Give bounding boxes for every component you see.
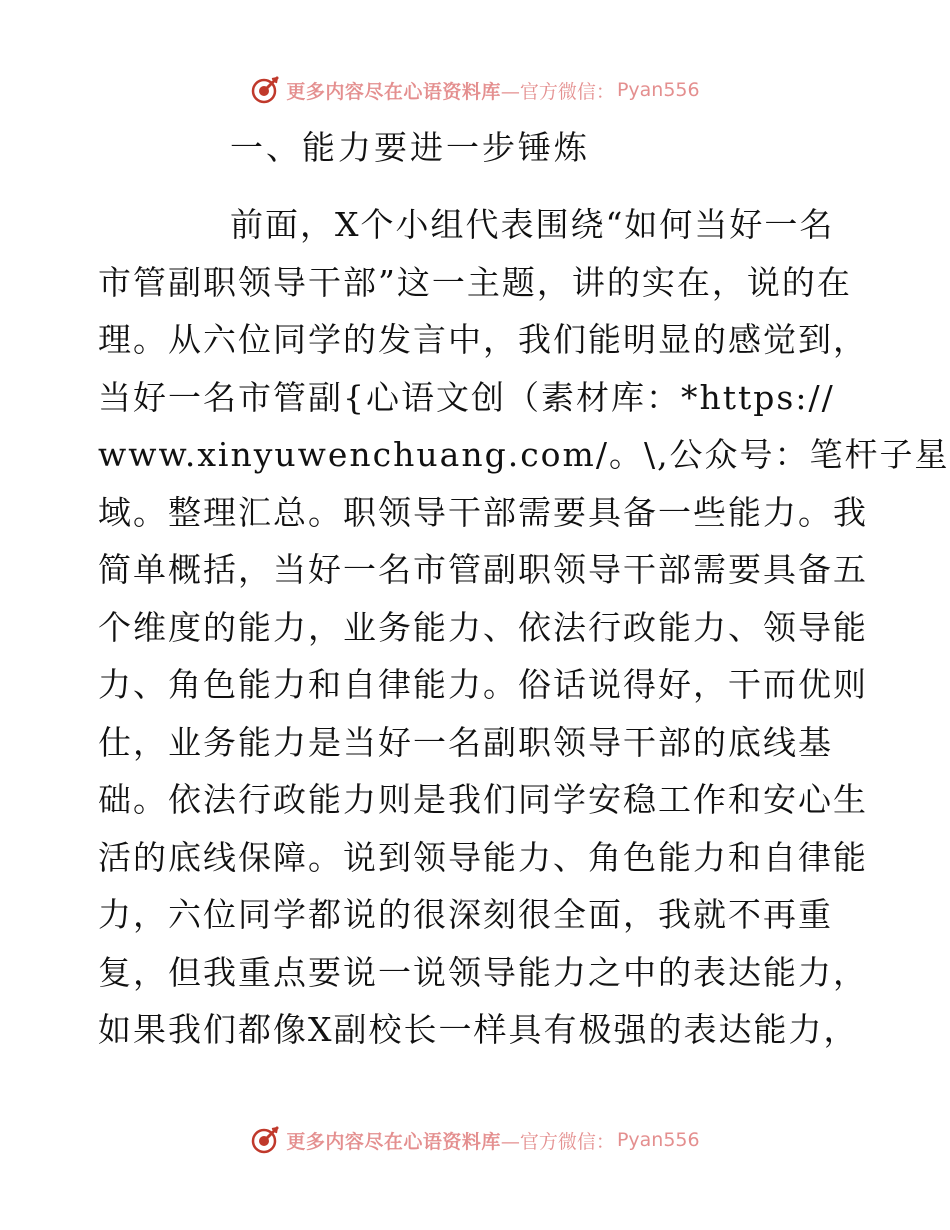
- footer-watermark-banner: [0, 1120, 950, 1160]
- banner-site-text: 更多内容尽在心语资料库: [286, 1130, 501, 1153]
- banner-dash-text: —官方微信：: [500, 80, 615, 103]
- paragraph-line: 活的底线保障。说到领导能力、角色能力和自律能: [98, 837, 868, 877]
- banner-site-text: 更多内容尽在心语资料库: [286, 80, 501, 103]
- paragraph-line: 市管副职领导干部”这一主题，讲的实在，说的在: [98, 262, 852, 302]
- pen-circle-logo-icon: [250, 75, 280, 105]
- paragraph-line: 仕，业务能力是当好一名副职领导干部的底线基: [98, 722, 833, 762]
- paragraph-line: www.xinyuwenchuang.com/。\,公众号：笔杆子星: [98, 435, 950, 474]
- paragraph-line: 个维度的能力，业务能力、依法行政能力、领导能: [98, 607, 868, 647]
- paragraph-line: 复，但我重点要说一说领导能力之中的表达能力，: [98, 952, 868, 992]
- paragraph-line: 域。整理汇总。职领导干部需要具备一些能力。我: [98, 492, 868, 532]
- paragraph-line: 理。从六位同学的发言中，我们能明显的感觉到，: [98, 320, 868, 359]
- banner-wechat-id: Pyan556: [616, 79, 700, 101]
- banner-dash-text: —官方微信：: [500, 1130, 615, 1153]
- paragraph-line: 础。依法行政能力则是我们同学安稳工作和安心生: [98, 780, 868, 819]
- banner-wechat-id: Pyan556: [616, 1129, 700, 1151]
- header-watermark-banner: [0, 70, 950, 110]
- paragraph-line: 力，六位同学都说的很深刻很全面，我就不再重: [98, 895, 833, 934]
- section-heading: 一、能力要进一步锤炼: [230, 128, 590, 167]
- paragraph-line: 力、角色能力和自律能力。俗话说得好，干而优则: [98, 665, 868, 704]
- paragraph-line: 简单概括，当好一名市管副职领导干部需要具备五: [98, 550, 868, 589]
- paragraph-line: 当好一名市管副{心语文创（素材库：*https://: [98, 377, 835, 417]
- paragraph-line: 前面，X个小组代表围绕“如何当好一名: [230, 205, 835, 244]
- body-paragraph: [98, 196, 950, 1059]
- paragraph-line: 如果我们都像X副校长一样具有极强的表达能力，: [98, 1010, 859, 1049]
- pen-circle-logo-icon: [250, 1125, 280, 1155]
